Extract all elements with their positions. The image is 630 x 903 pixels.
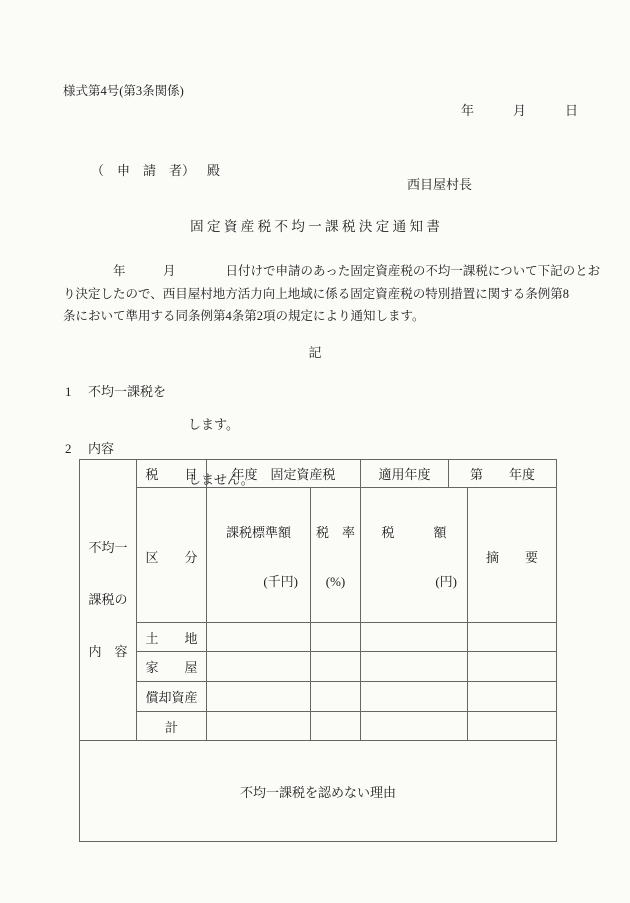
tax-base-header-cell — [207, 488, 311, 623]
applicant-label: （ 申 請 者） — [91, 163, 196, 179]
applicable-year-value-cell: 第 年度 — [449, 460, 557, 488]
total-remarks-cell — [468, 712, 557, 741]
side-label-line-3: 内 容 — [88, 644, 128, 659]
land-tax-base-cell — [207, 623, 311, 652]
total-tax-base-cell — [207, 712, 311, 741]
tax-item-label-cell: 税 目 — [137, 460, 207, 488]
reason-cell — [80, 741, 557, 842]
notification-paragraph — [63, 260, 601, 328]
tax-amount-header-cell — [361, 488, 468, 623]
building-tax-amount-cell — [361, 652, 468, 682]
paragraph-line-3: 条において準用する同条例第4条第2項の規定により通知します。 — [63, 309, 425, 323]
record-heading: 記 — [308, 345, 322, 360]
tax-rate-header-cell — [311, 488, 361, 623]
tax-item-value-cell: 年度 固定資産税 — [207, 460, 361, 488]
land-tax-amount-cell — [361, 623, 468, 652]
row-land-label: 土 地 — [137, 623, 207, 652]
remarks-header-cell — [468, 488, 557, 623]
side-label-line-2: 課税の — [88, 592, 128, 607]
tax-amount-unit: (円) — [435, 574, 458, 589]
paragraph-line-1: 年 月 日付けで申請のあった固定資産税の不均一課税について下記のとお — [63, 264, 601, 278]
applicant-line — [78, 147, 220, 196]
building-tax-rate-cell — [311, 652, 361, 682]
total-tax-amount-cell — [361, 712, 468, 741]
building-remarks-cell — [468, 652, 557, 682]
paragraph-line-2: り決定したので、西目屋村地方活力向上地域に係る固定資産税の特別措置に関する条例第8 — [63, 286, 570, 301]
depreciable-tax-base-cell — [207, 682, 311, 712]
issue-date-line: 年 月 日 — [460, 103, 578, 118]
row-building-label: 家 屋 — [137, 652, 207, 682]
land-remarks-cell — [468, 623, 557, 652]
content-table — [79, 459, 557, 842]
table-row-reason — [80, 741, 557, 842]
row-total-label: 計 — [137, 712, 207, 741]
table-header-row-1 — [80, 460, 557, 488]
item-1-number: 1 — [65, 384, 72, 399]
table-row-land — [80, 623, 557, 652]
depreciable-tax-amount-cell — [361, 682, 468, 712]
item-2-label: 内容 — [88, 441, 115, 456]
tax-rate-label: 税 率 — [316, 525, 356, 540]
reason-label: 不均一課税を認めない理由 — [240, 784, 397, 800]
row-depreciable-assets-label: 償却資産 — [137, 682, 207, 712]
document-title: 固 定 資 産 税 不 均 一 課 税 決 定 通 知 書 — [190, 219, 440, 234]
tax-amount-label: 税 額 — [381, 525, 447, 540]
applicable-year-label-cell: 適用年度 — [361, 460, 449, 488]
land-tax-rate-cell — [311, 623, 361, 652]
category-label: 区 分 — [145, 549, 198, 565]
form-number: 様式第4号(第3条関係) — [63, 84, 184, 98]
total-tax-rate-cell — [311, 712, 361, 741]
building-tax-base-cell — [207, 652, 311, 682]
category-label-cell — [137, 488, 207, 623]
side-label-cell — [80, 460, 137, 741]
table-row-building — [80, 652, 557, 682]
table-row-depreciable-assets — [80, 682, 557, 712]
table-row-total — [80, 712, 557, 741]
remarks-label: 摘 要 — [486, 549, 539, 565]
depreciable-remarks-cell — [468, 682, 557, 712]
tax-base-label: 課税標準額 — [225, 525, 291, 540]
item-2-number: 2 — [65, 441, 72, 456]
option-taxed: します。 — [188, 416, 239, 432]
tax-base-unit: (千円) — [263, 574, 298, 589]
applicant-honorific: 殿 — [207, 163, 221, 179]
table-header-row-2 — [80, 488, 557, 623]
depreciable-tax-rate-cell — [311, 682, 361, 712]
tax-rate-unit: (%) — [325, 574, 346, 589]
sender-name: 西目屋村長 — [407, 177, 473, 192]
item-1-label: 不均一課税を — [88, 384, 167, 399]
option-not-taxed: しません。 — [188, 471, 254, 487]
side-label-line-1: 不均一 — [88, 540, 128, 555]
